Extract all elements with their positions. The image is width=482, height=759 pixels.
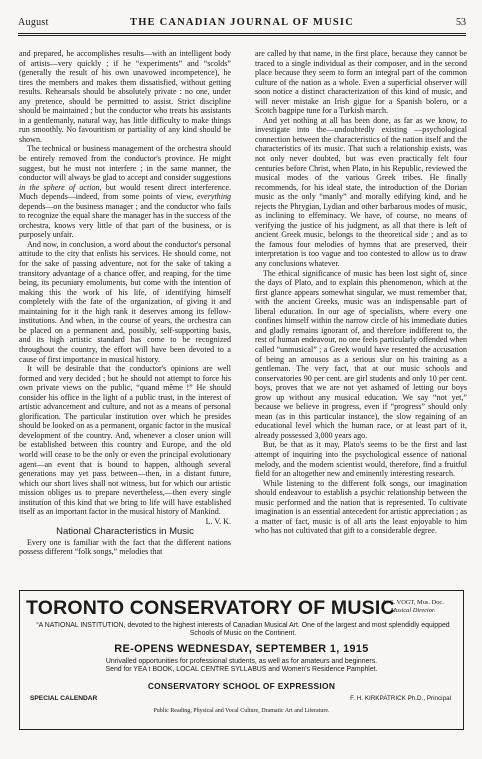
conservatory-advertisement xyxy=(19,590,464,730)
left-paragraph-5: Every one is familiar with the fact that the different nations possess different “folk songs,” melodies that xyxy=(19,537,231,557)
right-paragraph-2: And yet nothing at all has been done, as far as we know, to investigate into the—undoubtedly existing —psychological connection between the characteristics of the nation itself and the characteristics of its music. That such a relationship exists, was not only never doubted, but was even practically felt four centuries before Christ, when Plato, in his Republic, reviewed the musical modes of the various Greek tribes. He finally recommends, for his ideal state, the introduction of the Dorian music as the only “manly” and morally edifying kind, and he rejects the Phrygian, Lydian and other barbarous modes of music, as inclining to effeminacy. We have, of course, no means of verifying the justice of his judgment, as all that there is left of ancient Greek music, belongs to the theoretical side ; and as to the famous four melodies of hymns that are preserved, their interpretation is too vague and too contested to allow us to draw any conclusions whatever. xyxy=(255,115,467,269)
ad-director-role: Musical Director. xyxy=(390,607,436,614)
header-rule-secondary xyxy=(18,35,466,36)
left-paragraph-3: And now, in conclusion, a word about the conductor's personal attitude to the city that enlists his services. He should come, not for the sake of passing adventure, not for the sake of taking a transitory advantage of a chance offer, and reaping, for the time being, its pecuniary emoluments, but come with the intention of making this the work of his life, of identifying himself completely with the fate of the organization, of giving it and maintaining for it the high rank it deserves among its fellow-institutions. And when, in the course of years, the orchestra can be placed on a permanent and, possibly, self-supporting basis, and its high artistic standard has come to be recognized throughout the country, the effort will have been devoted to a cause of first importance in musical history. xyxy=(19,239,231,364)
ad-opportunities-line-1: Unrivalled opportunities for professional students, as well as for amateurs and beginners. xyxy=(105,658,378,665)
ad-reopens: RE-OPENS WEDNESDAY, SEPTEMBER 1, 1915 xyxy=(114,643,369,655)
header-month: August xyxy=(18,17,49,28)
section-heading: National Characteristics in Music xyxy=(56,526,194,538)
ad-opportunities xyxy=(20,658,463,674)
right-paragraph-1: are called by that name, in the first place, because they cannot be traced to a single individual as their composer, and in the second place because they seem to form an integral part of the common culture of the nation as a whole. Even a superficial observer will soon notice a distinct characterization of this kind of music, and will never mistake an Irish gigue for a Spanish bolero, or a Scotch bagpipe tune for a Turkish march. xyxy=(255,49,467,116)
ad-principal: F. H. KIRKPATRICK Ph.D., Principal xyxy=(350,695,451,702)
ad-director-name: A. S. VOGT, Mus. Doc. xyxy=(382,599,444,606)
right-paragraph-5: While listening to the different folk songs, our imagination should endeavour to establish a psychic relationship between the music performed and the nation that is represented. To cultivate imagination is an essential antecedent for artistic appreciation ; as a matter of fact, music is of all arts the least enjoyable to him who has not cultivated that gift to a considerable degree. xyxy=(255,478,467,536)
left-paragraph-2: The technical or business management of the orchestra should be entirely removed from the conductor's province. He might suggest, but he must not interfere ; in the same manner, the conductor will always be glad to accept and consider suggestions in the sphere of action, but would resent direct interference. Much depends—indeed, from some points of view, everything depends—on the business manager ; and the conductor who fails to recognize the equal share the manager has in the success of the orchestra, knows very little of that part of the business, or is purposely unfair. xyxy=(19,144,231,240)
ad-opportunities-line-2: Send for YEA t BOOK, LOCAL CENTRE SYLLABUS and Women's Residence Pamphlet. xyxy=(105,666,378,674)
ad-public-subjects: Public Reading, Physical and Vocal Culture, Dramatic Art and Literature. xyxy=(153,708,330,714)
ad-special-calendar: SPECIAL CALENDAR xyxy=(30,695,98,702)
ad-school-name: CONSERVATORY SCHOOL OF EXPRESSION xyxy=(147,681,336,691)
ad-description: “A NATIONAL INSTITUTION, devoted to the highest interests of Canadian Musical Art. One of the largest and most splendidly equipped Schools of Music on the Continent. xyxy=(36,622,450,638)
right-paragraph-4: But, be that as it may, Plato's seems to be the first and last attempt of inquiring into the psychological essence of national melody, and the modern scientist would, therefore, find a fruitful field for an altogether new and eminently interesting research. xyxy=(255,440,467,479)
left-column xyxy=(19,49,231,557)
page-number: 53 xyxy=(456,17,466,28)
ad-title: TORONTO CONSERVATORY OF MUSIC xyxy=(26,597,395,619)
right-column xyxy=(255,49,467,536)
left-paragraph-4: It will be desirable that the conductor's opinions are well formed and very decided ; but he should not attempt to force his own private views on the public, “quand même !” He should consider his office in the light of a public trust, in the interest of artistic advancement and culture, and not as a means of personal glorification. The particular institution over which he presides should be looked on as a permanent, organic factor in the musical development of the country. And, whenever a closer union will be established between this country and Europe, and the old world will cease to be the only or even the principal evolutionary agent—an event that is bound to happen, although several generations may yet pass between—then, in a distant future, which our short lives shall not witness, but for which our artistic mission obliges us to prepare nevertheless,—then every single institution of this kind that we bring to life will have established itself as an important factor in the musical history of Mankind. xyxy=(19,364,231,517)
right-paragraph-3: The ethical significance of music has been lost sight of, since the days of Plato, and to explain this phenomenon, which at the first glance appears somewhat singular, we must remember that, with the ancient Greeks, music was an indispensable part of liberal education. In our age of specialists, where every one confines himself within the narrow circle of his immediate duties and gladly remains ignorant of, and therefore indifferent to, the rest of human endeavour, no one feels particularly offended when called “unmusical” ; a Greek would have resented the accusation of being an amousos as a serious slur on his training as a gentleman. The very fact, that at our music schools and conservatories 90 per cent. are girl students and only 10 per cent. boys, proves that we are not yet ashamed of letting our boys grow up without any musical education. We say “not yet,” because we believe in progress, even if “progress” should only mean (as in this particular instance), the slow regaining of an educational level which the human race, or at least part of it, already possessed 3,000 years ago. xyxy=(255,268,467,440)
ad-director xyxy=(368,599,458,615)
left-paragraph-1: and prepared, he accomplishes results—with an intelligent body of artists—very quickly ; if he “experiments” and “scolds” (generally the result of his own unavowed incompetence), he tires the members and makes them dissatisfied, without getting results. Rehearsals should be absolutely private : no one, under any pretence, should be permitted to assist. Strict discipline should be maintained ; but the conductor who treats his assistants in a gentlemanly, natural way, has little difficulty to make things run smoothly. No favouritism or partiality of any kind should be shown. xyxy=(19,49,231,144)
header-rule xyxy=(18,33,466,34)
page-header xyxy=(18,17,466,31)
journal-title: THE CANADIAN JOURNAL OF MUSIC xyxy=(129,17,354,28)
author-signature: L. V. K. xyxy=(205,516,231,526)
